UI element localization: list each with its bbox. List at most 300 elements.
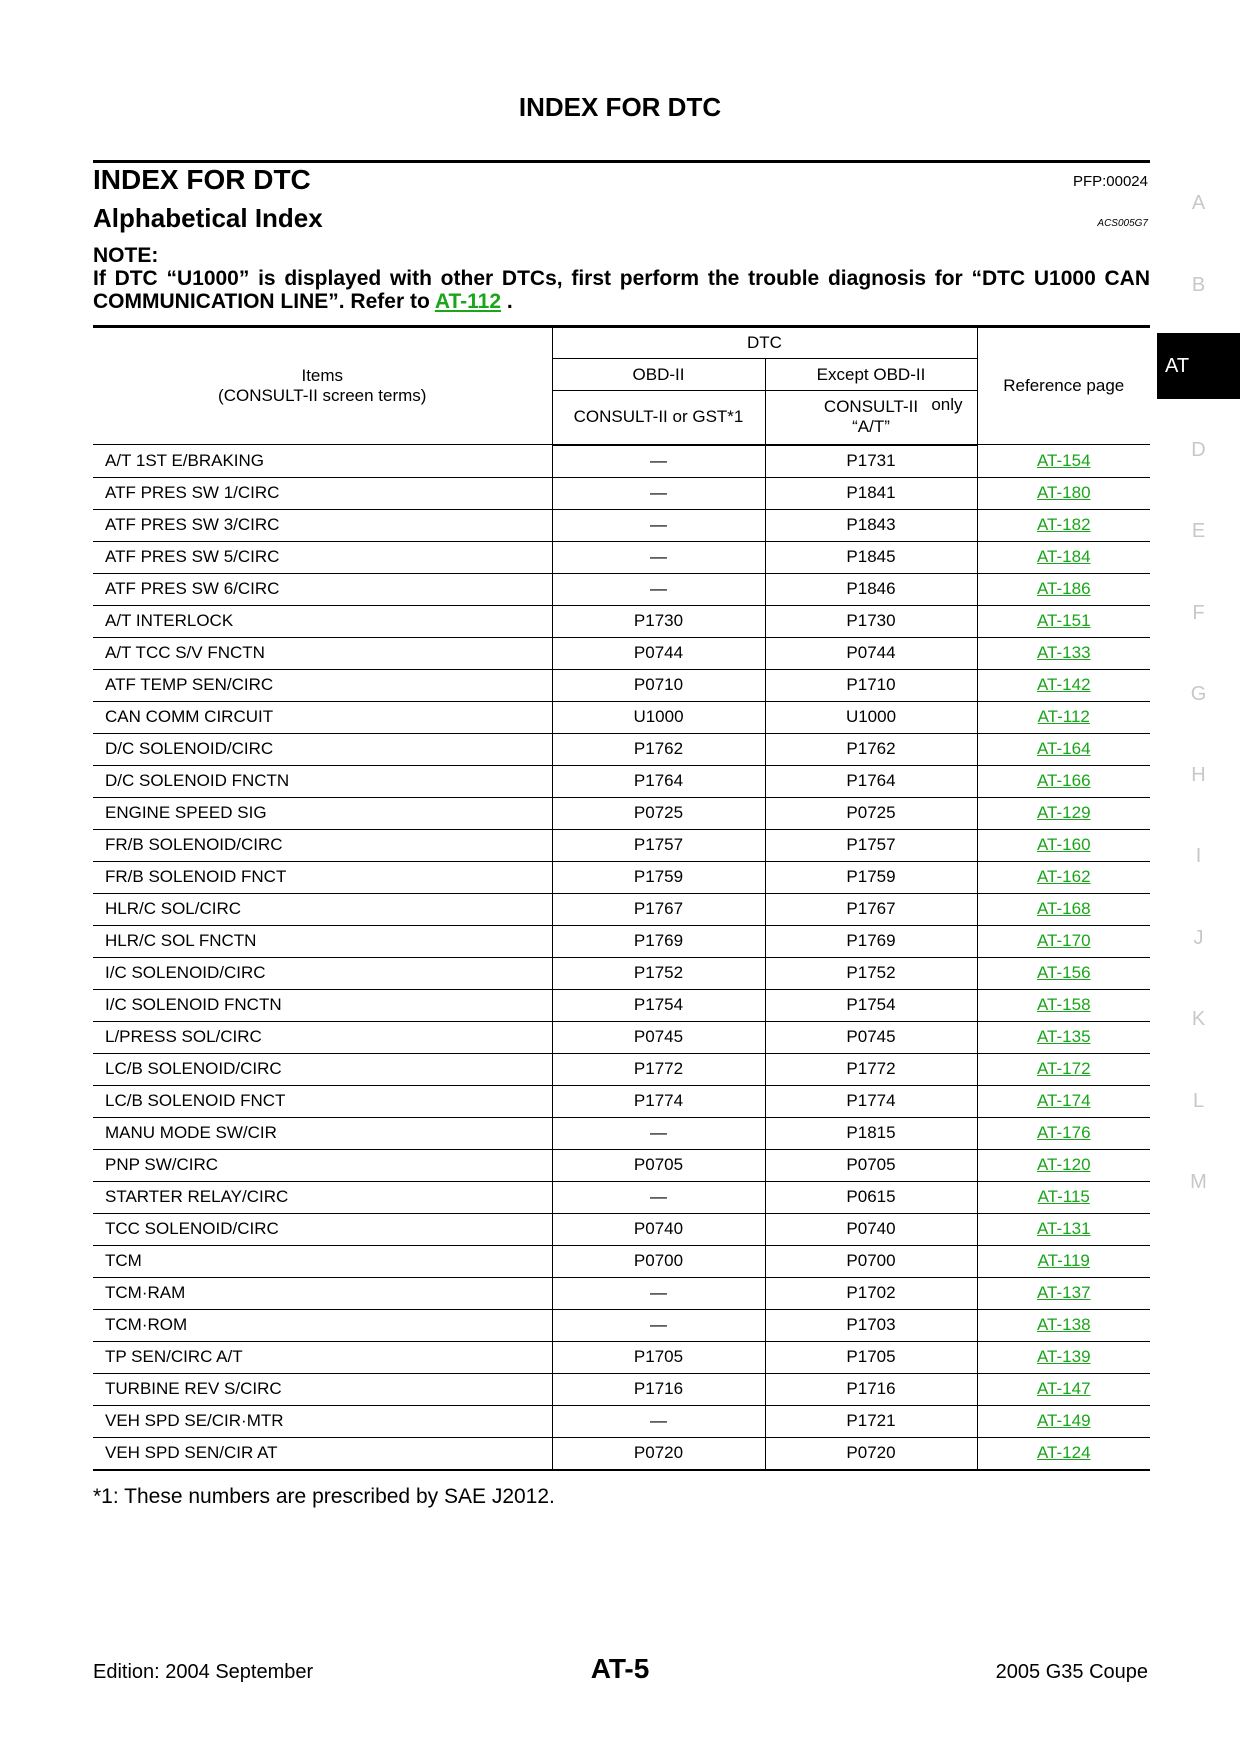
obd-code: P1754	[633, 995, 684, 1014]
obd-code-cell	[552, 1021, 765, 1053]
reference-link-cell	[977, 701, 1150, 733]
except-obd-code: P0720	[846, 1443, 896, 1462]
section-tab-a[interactable]: A	[1191, 192, 1206, 214]
obd-code-cell	[552, 861, 765, 893]
obd-code-cell	[552, 541, 765, 573]
obd-code: P1767	[633, 899, 684, 918]
acs-code: ACS005G7	[1097, 218, 1148, 229]
item-name-cell	[93, 1341, 552, 1373]
item-name: TCM	[105, 1251, 142, 1270]
except-obd-code: P1705	[846, 1347, 896, 1366]
table-row	[93, 573, 1150, 605]
reference-link-cell	[977, 445, 1150, 478]
obd-code: P0700	[633, 1251, 684, 1270]
items-header-label: Items	[301, 366, 344, 385]
except-obd-code: P1710	[846, 675, 896, 694]
item-name-cell	[93, 1437, 552, 1470]
reference-link[interactable]: AT-135	[1036, 1027, 1091, 1046]
obd-code-cell	[552, 637, 765, 669]
item-name-cell	[93, 605, 552, 637]
obd-code: P0705	[633, 1155, 684, 1174]
obd-code-cell	[552, 1053, 765, 1085]
except-obd-code: P1845	[846, 547, 896, 566]
reference-link-cell	[977, 1053, 1150, 1085]
reference-link-cell	[977, 797, 1150, 829]
reference-link-cell	[977, 989, 1150, 1021]
reference-link-cell	[977, 1245, 1150, 1277]
item-name: A/T TCC S/V FNCTN	[105, 643, 265, 662]
item-name-cell	[93, 477, 552, 509]
item-name: ATF PRES SW 3/CIRC	[105, 515, 280, 534]
obd-code-cell	[552, 1309, 765, 1341]
note-text-before: If DTC “U1000” is displayed with other DTCs, first perform the trouble diagnosis for “DTC U1000 CAN COMMUNICATION LINE”. Refer to	[93, 267, 1150, 313]
item-name-cell	[93, 541, 552, 573]
except-obd-code: P1702	[846, 1283, 896, 1302]
column-header-reference: Reference page	[977, 327, 1150, 445]
table-row	[93, 1245, 1150, 1277]
reference-link[interactable]: AT-133	[1036, 643, 1091, 662]
except-obd-code-cell	[765, 477, 977, 509]
except-obd-code-cell	[765, 541, 977, 573]
reference-link-cell	[977, 733, 1150, 765]
item-name-cell	[93, 797, 552, 829]
table-row	[93, 477, 1150, 509]
section-tab-k[interactable]: K	[1191, 1008, 1206, 1030]
obd-code-cell	[552, 797, 765, 829]
reference-link-cell	[977, 1021, 1150, 1053]
table-row	[93, 1021, 1150, 1053]
reference-link[interactable]: AT-137	[1036, 1283, 1091, 1302]
obd-code: P1705	[633, 1347, 684, 1366]
column-header-consult-only	[765, 391, 977, 445]
obd-code-cell	[552, 1277, 765, 1309]
obd-code-cell	[552, 1085, 765, 1117]
except-obd-code-cell	[765, 701, 977, 733]
item-name: TCM·ROM	[105, 1315, 188, 1334]
section-tab-e[interactable]: E	[1191, 520, 1206, 542]
except-obd-code-cell	[765, 1373, 977, 1405]
obd-code-cell	[552, 1245, 765, 1277]
table-row	[93, 1181, 1150, 1213]
obd-code: —	[650, 515, 667, 534]
section-tab-m[interactable]: M	[1190, 1171, 1207, 1193]
except-obd-code: P1721	[846, 1411, 896, 1430]
item-name: PNP SW/CIRC	[105, 1155, 219, 1174]
pfp-code: PFP:00024	[1072, 173, 1148, 190]
table-row	[93, 669, 1150, 701]
item-name: TP SEN/CIRC A/T	[105, 1347, 243, 1366]
item-name: I/C SOLENOID FNCTN	[105, 995, 282, 1014]
reference-link[interactable]: AT-154	[1036, 450, 1091, 470]
table-row	[93, 1373, 1150, 1405]
dtc-index-table	[93, 325, 1150, 1471]
except-obd-code: P1757	[846, 835, 896, 854]
item-name-cell	[93, 701, 552, 733]
section-divider	[93, 160, 1150, 163]
footnote: *1: These numbers are prescribed by SAE J2012.	[93, 1485, 555, 1508]
reference-link[interactable]: AT-166	[1036, 771, 1091, 790]
except-obd-code-cell	[765, 1437, 977, 1470]
table-row	[93, 829, 1150, 861]
item-name-cell	[93, 509, 552, 541]
item-name-cell	[93, 733, 552, 765]
table-row	[93, 1053, 1150, 1085]
table-row	[93, 989, 1150, 1021]
reference-link[interactable]: AT-162	[1036, 867, 1091, 886]
except-obd-code: P1774	[846, 1091, 896, 1110]
reference-link[interactable]: AT-182	[1036, 515, 1091, 534]
except-obd-code-cell	[765, 605, 977, 637]
except-obd-code-cell	[765, 1085, 977, 1117]
item-name-cell	[93, 1213, 552, 1245]
obd-code-cell	[552, 573, 765, 605]
obd-code-cell	[552, 477, 765, 509]
table-row	[93, 861, 1150, 893]
except-obd-code-cell	[765, 669, 977, 701]
reference-link-cell	[977, 573, 1150, 605]
item-name: A/T 1ST E/BRAKING	[105, 450, 265, 470]
table-row	[93, 1149, 1150, 1181]
column-header-items	[93, 327, 552, 445]
except-obd-code: P0744	[846, 643, 896, 662]
obd-code: P0710	[633, 675, 684, 694]
obd-code: P0720	[633, 1443, 684, 1462]
obd-code-cell	[552, 829, 765, 861]
except-obd-code-cell	[765, 1213, 977, 1245]
obd-code-cell	[552, 893, 765, 925]
item-name-cell	[93, 1405, 552, 1437]
obd-code: P1769	[633, 931, 684, 950]
section-tab-h[interactable]: H	[1191, 764, 1206, 786]
reference-link[interactable]: AT-180	[1036, 483, 1091, 502]
reference-link[interactable]: AT-172	[1036, 1059, 1091, 1078]
except-obd-code-cell	[765, 445, 977, 478]
item-name: VEH SPD SE/CIR·MTR	[105, 1411, 284, 1430]
obd-code-cell	[552, 925, 765, 957]
obd-code-cell	[552, 1341, 765, 1373]
obd-code-cell	[552, 605, 765, 637]
table-row	[93, 1405, 1150, 1437]
except-obd-code-cell	[765, 1021, 977, 1053]
obd-code-cell	[552, 765, 765, 797]
item-name: ATF PRES SW 5/CIRC	[105, 547, 280, 566]
reference-link[interactable]: AT-160	[1036, 835, 1091, 854]
except-obd-code-cell	[765, 893, 977, 925]
item-name-cell	[93, 765, 552, 797]
obd-code-cell	[552, 1373, 765, 1405]
except-obd-code: P0740	[846, 1219, 896, 1238]
note-label: NOTE:	[93, 244, 159, 267]
reference-link[interactable]: AT-168	[1036, 899, 1091, 918]
item-name: VEH SPD SEN/CIR AT	[105, 1443, 278, 1462]
except-obd-code: P1767	[846, 899, 896, 918]
except-obd-code-cell	[765, 957, 977, 989]
reference-link[interactable]: AT-186	[1036, 579, 1091, 598]
obd-code-cell	[552, 989, 765, 1021]
item-name-cell	[93, 1309, 552, 1341]
reference-link[interactable]: AT-115	[1037, 1187, 1090, 1206]
table-row	[93, 1213, 1150, 1245]
table-row	[93, 765, 1150, 797]
except-obd-code: P1769	[846, 931, 896, 950]
reference-link[interactable]: AT-131	[1036, 1219, 1091, 1238]
table-row	[93, 445, 1150, 478]
table-row	[93, 701, 1150, 733]
except-obd-code-cell	[765, 1053, 977, 1085]
item-name-cell	[93, 1277, 552, 1309]
obd-code: P1759	[633, 867, 684, 886]
obd-code: P1764	[633, 771, 684, 790]
item-name-cell	[93, 829, 552, 861]
table-row	[93, 925, 1150, 957]
obd-code: P0725	[633, 803, 684, 822]
item-name: I/C SOLENOID/CIRC	[105, 963, 266, 982]
item-name-cell	[93, 1373, 552, 1405]
reference-link-cell	[977, 1309, 1150, 1341]
item-name: L/PRESS SOL/CIRC	[105, 1027, 262, 1046]
item-name: MANU MODE SW/CIR	[105, 1123, 277, 1142]
except-obd-code-cell	[765, 797, 977, 829]
reference-link[interactable]: AT-112	[1037, 707, 1090, 726]
table-row	[93, 637, 1150, 669]
obd-code: P1730	[633, 611, 684, 630]
table-row	[93, 797, 1150, 829]
section-tab-j[interactable]: J	[1193, 927, 1204, 949]
reference-link-cell	[977, 893, 1150, 925]
table-row	[93, 1085, 1150, 1117]
except-obd-code: P1762	[846, 739, 896, 758]
item-name-cell	[93, 1149, 552, 1181]
except-obd-code-cell	[765, 1117, 977, 1149]
section-tab-l[interactable]: L	[1192, 1090, 1205, 1112]
reference-link[interactable]: AT-129	[1036, 803, 1091, 822]
item-name: ATF TEMP SEN/CIRC	[105, 675, 274, 694]
column-header-obd: OBD-II	[552, 359, 765, 391]
except-obd-code: P1754	[846, 995, 896, 1014]
item-name-cell	[93, 669, 552, 701]
item-name: TCM·RAM	[105, 1283, 186, 1302]
reference-link-cell	[977, 765, 1150, 797]
obd-code: P1757	[633, 835, 684, 854]
obd-code: —	[650, 1315, 667, 1334]
reference-link[interactable]: AT-174	[1036, 1091, 1091, 1110]
reference-link-cell	[977, 1117, 1150, 1149]
reference-link[interactable]: AT-142	[1036, 675, 1091, 694]
item-name-cell	[93, 573, 552, 605]
obd-code: —	[650, 1283, 667, 1302]
except-obd-code: P1815	[846, 1123, 896, 1142]
item-name-cell	[93, 861, 552, 893]
column-header-except-obd: Except OBD-II	[765, 359, 977, 391]
section-tabs	[1157, 0, 1240, 1755]
obd-code-cell	[552, 1437, 765, 1470]
section-tab-d[interactable]: D	[1191, 439, 1206, 461]
obd-code: P1762	[633, 739, 684, 758]
reference-link[interactable]: AT-119	[1037, 1251, 1090, 1270]
reference-link[interactable]: AT-184	[1036, 547, 1091, 566]
except-obd-code-cell	[765, 1309, 977, 1341]
except-obd-code: P0615	[846, 1187, 896, 1206]
obd-code-cell	[552, 1117, 765, 1149]
obd-code: P0740	[633, 1219, 684, 1238]
reference-link-cell	[977, 1341, 1150, 1373]
section-tab-at[interactable]: AT	[1157, 333, 1240, 399]
except-obd-code: P1846	[846, 579, 896, 598]
item-name: TCC SOLENOID/CIRC	[105, 1219, 279, 1238]
item-name-cell	[93, 445, 552, 478]
reference-link-cell	[977, 669, 1150, 701]
obd-code-cell	[552, 701, 765, 733]
table-row	[93, 541, 1150, 573]
reference-link-cell	[977, 605, 1150, 637]
reference-link-cell	[977, 509, 1150, 541]
section-tab-b[interactable]: B	[1191, 274, 1206, 296]
obd-code: —	[650, 483, 667, 502]
except-obd-code: P0725	[846, 803, 896, 822]
reference-link[interactable]: AT-120	[1036, 1155, 1091, 1174]
except-obd-code: P1772	[846, 1059, 896, 1078]
reference-link-cell	[977, 957, 1150, 989]
except-obd-code: P1731	[846, 451, 896, 470]
footer-model: 2005 G35 Coupe	[995, 1661, 1148, 1683]
except-obd-code-cell	[765, 1149, 977, 1181]
item-name: D/C SOLENOID/CIRC	[105, 739, 274, 758]
reference-link-cell	[977, 1181, 1150, 1213]
item-name: HLR/C SOL FNCTN	[105, 931, 257, 950]
obd-code: P0745	[633, 1027, 684, 1046]
at-label: “A/T”	[852, 417, 890, 437]
except-obd-code-cell	[765, 1277, 977, 1309]
reference-link[interactable]: AT-151	[1036, 611, 1091, 630]
except-obd-code: P1752	[846, 963, 896, 982]
table-row	[93, 1309, 1150, 1341]
item-name: LC/B SOLENOID FNCT	[105, 1091, 286, 1110]
except-obd-code: P0700	[846, 1251, 896, 1270]
except-obd-code-cell	[765, 861, 977, 893]
table-row	[93, 733, 1150, 765]
item-name: CAN COMM CIRCUIT	[105, 707, 274, 726]
except-obd-code: P1841	[846, 483, 896, 502]
dtc-table-body	[93, 445, 1150, 1470]
except-obd-code: P0745	[846, 1027, 896, 1046]
obd-code-cell	[552, 1149, 765, 1181]
item-name-cell	[93, 1117, 552, 1149]
reference-link-cell	[977, 541, 1150, 573]
note-reference-link[interactable]: AT-112	[434, 290, 501, 313]
item-name-cell	[93, 957, 552, 989]
obd-code: U1000	[633, 707, 684, 726]
item-name-cell	[93, 925, 552, 957]
reference-link[interactable]: AT-176	[1036, 1123, 1091, 1142]
item-name-cell	[93, 1021, 552, 1053]
table-row	[93, 893, 1150, 925]
obd-code-cell	[552, 1405, 765, 1437]
obd-code: —	[650, 1187, 667, 1206]
only-label: only	[931, 395, 963, 414]
obd-code-cell	[552, 445, 765, 478]
reference-link-cell	[977, 1405, 1150, 1437]
except-obd-code: P1764	[846, 771, 896, 790]
obd-code: P1752	[633, 963, 684, 982]
except-obd-code: P1843	[846, 515, 896, 534]
except-obd-code-cell	[765, 925, 977, 957]
item-name-cell	[93, 1181, 552, 1213]
obd-code: —	[650, 579, 667, 598]
except-obd-code-cell	[765, 829, 977, 861]
section-tab-f[interactable]: F	[1192, 602, 1205, 624]
reference-link[interactable]: AT-149	[1036, 1411, 1091, 1430]
footer-page-number: AT-5	[590, 1653, 650, 1684]
consult-label: CONSULT-II	[823, 397, 919, 417]
table-row	[93, 1437, 1150, 1470]
obd-code-cell	[552, 733, 765, 765]
subsection-title: Alphabetical Index	[93, 203, 323, 233]
obd-code: —	[650, 1123, 667, 1142]
table-row	[93, 1341, 1150, 1373]
reference-link[interactable]: AT-170	[1036, 931, 1091, 950]
reference-link[interactable]: AT-156	[1036, 963, 1091, 982]
item-name: TURBINE REV S/CIRC	[105, 1379, 282, 1398]
except-obd-code-cell	[765, 1245, 977, 1277]
obd-code: P0744	[633, 643, 684, 662]
item-name-cell	[93, 1085, 552, 1117]
except-obd-code-cell	[765, 733, 977, 765]
obd-code-cell	[552, 669, 765, 701]
reference-link-cell	[977, 477, 1150, 509]
section-title: INDEX FOR DTC	[93, 164, 311, 195]
section-tab-g[interactable]: G	[1190, 683, 1207, 705]
reference-link[interactable]: AT-138	[1036, 1315, 1091, 1334]
except-obd-code-cell	[765, 1181, 977, 1213]
reference-link[interactable]: AT-139	[1036, 1347, 1091, 1366]
table-row	[93, 1277, 1150, 1309]
item-name: STARTER RELAY/CIRC	[105, 1187, 289, 1206]
except-obd-code: P0705	[846, 1155, 896, 1174]
item-name: ATF PRES SW 6/CIRC	[105, 579, 280, 598]
item-name: ENGINE SPEED SIG	[105, 803, 267, 822]
obd-code: P1774	[633, 1091, 684, 1110]
reference-link[interactable]: AT-124	[1036, 1443, 1091, 1462]
reference-link-cell	[977, 861, 1150, 893]
item-name-cell	[93, 893, 552, 925]
reference-link-cell	[977, 1373, 1150, 1405]
item-name: A/T INTERLOCK	[105, 611, 234, 630]
table-row	[93, 509, 1150, 541]
note-block	[93, 244, 1150, 313]
item-name-cell	[93, 1053, 552, 1085]
except-obd-code: P1703	[846, 1315, 896, 1334]
except-obd-code-cell	[765, 509, 977, 541]
except-obd-code: P1730	[846, 611, 896, 630]
section-tab-i[interactable]: I	[1195, 845, 1202, 867]
except-obd-code-cell	[765, 989, 977, 1021]
except-obd-code: P1759	[846, 867, 896, 886]
table-row	[93, 1117, 1150, 1149]
obd-code: —	[650, 1411, 667, 1430]
reference-link[interactable]: AT-158	[1036, 995, 1091, 1014]
items-header-sub: (CONSULT-II screen terms)	[218, 386, 427, 405]
reference-link-cell	[977, 829, 1150, 861]
table-row	[93, 605, 1150, 637]
reference-link[interactable]: AT-147	[1036, 1379, 1091, 1398]
except-obd-code-cell	[765, 765, 977, 797]
reference-link-cell	[977, 925, 1150, 957]
except-obd-code-cell	[765, 1405, 977, 1437]
obd-code: P1716	[633, 1379, 684, 1398]
note-text	[93, 267, 1150, 313]
reference-link[interactable]: AT-164	[1036, 739, 1091, 758]
except-obd-code: U1000	[845, 707, 897, 726]
